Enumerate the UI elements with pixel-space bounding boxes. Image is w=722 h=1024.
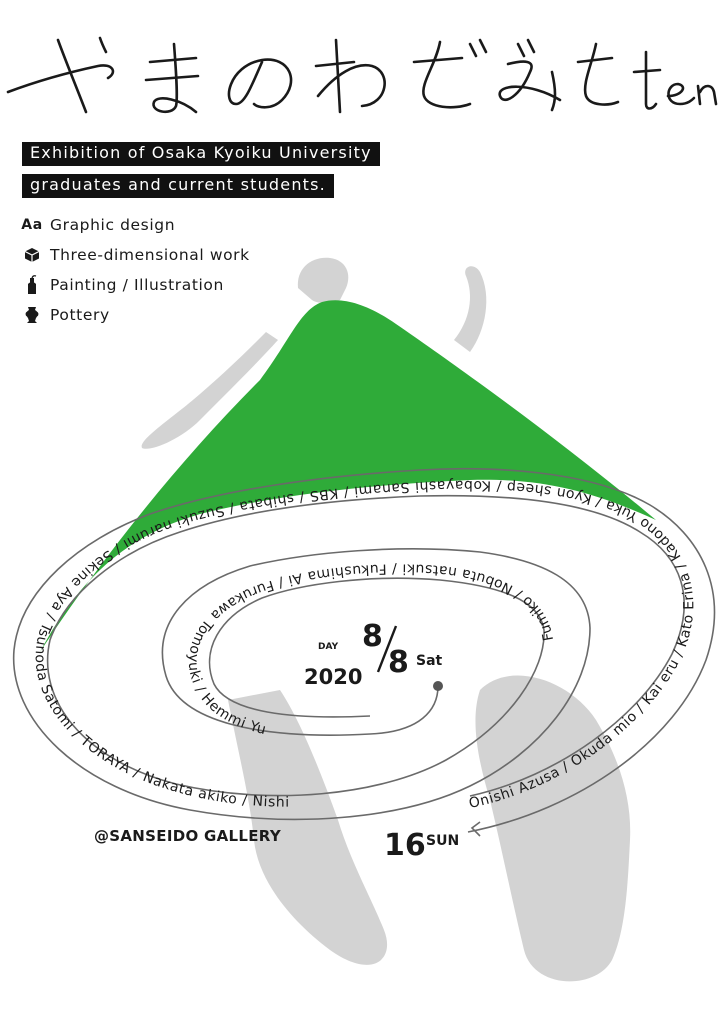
tagline-line-2: graduates and current students. <box>22 174 334 198</box>
category-label: Graphic design <box>50 216 176 234</box>
venue-label: @SANSEIDO GALLERY <box>94 827 281 845</box>
category-label: Painting / Illustration <box>50 276 224 294</box>
end-weekday: SUN <box>426 833 460 849</box>
exhibitor-names-inner-path: Fumiko / Nobuta natsuki / Fukushima Ai / Furukawa Tomoyuki / Hemmi Yu <box>184 560 558 739</box>
category-label: Pottery <box>50 306 110 324</box>
date-month: 8 <box>362 619 383 654</box>
date-year: 2020 <box>304 665 363 689</box>
aa-text-icon: Aa <box>21 217 43 233</box>
exhibitor-names-outer-path: Onishi Azusa / Okuda mio / Kai eru / Kato Erina / Kadono Yuka / Kyon sheep / Kobayashi Sanami / KBS / shibata / Suzuki narumi / Sekine Aya / Tsunoda Satomi / TORAYA / Nakata akiko / Nishi <box>31 476 698 812</box>
date-day: 8 <box>388 645 409 680</box>
end-day: 16 <box>384 828 426 863</box>
tagline-line-1: Exhibition of Osaka Kyoiku University <box>22 142 380 166</box>
road-start-dot <box>433 681 443 691</box>
category-label: Three-dimensional work <box>50 246 250 264</box>
date-day-label: DAY <box>318 642 339 652</box>
date-weekday: Sat <box>416 653 443 669</box>
